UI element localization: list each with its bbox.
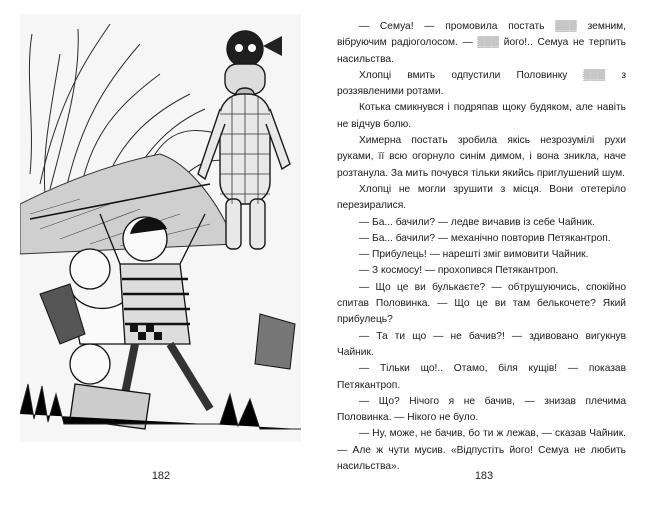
illustration-drawing xyxy=(20,14,301,442)
paragraph: — Ну, може, не бачив, бо ти ж лежав, — сказав Чайник. — Але ж чути мусив. «Відпустіть його! Семуа не любить насильства». xyxy=(337,428,626,473)
paragraph: — Що це ви булькаєте? — обтрушуючись, спокійно спитав Половинка. — Що це ви там белькочете? Який прибулець? xyxy=(337,281,626,326)
page-number: 182 xyxy=(151,470,171,482)
paragraph: Химерна постать зробила якісь незрозумілі рухи руками, її всю огорнуло синім димом, і вона зникла, наче розтанула. За мить почувся тільки якийсь приглушений шум. xyxy=(337,135,626,179)
paragraph: — Тільки що!.. Отамо, біля кущів! — показав Петякантроп. xyxy=(337,363,626,391)
page-number: 183 xyxy=(474,470,494,482)
text-column xyxy=(337,19,626,475)
paragraph: — Ба... бачили? — механічно повторив Петякантроп. xyxy=(359,232,611,244)
book-illustration xyxy=(20,14,301,442)
paragraph: Хлопці не могли зрушити з місця. Вони отетеріло перезиралися. xyxy=(337,183,626,212)
paragraph: — Прибулець! — нарешті зміг вимовити Чайник. xyxy=(359,249,589,261)
paragraph: — Ба... бачили? — ледве вичавив із себе Чайник. xyxy=(359,216,595,228)
paragraph: — Та ти що — не бачив?! — здивовано вигукнув Чайник. xyxy=(337,330,626,358)
paragraph: — Що? Нічого я не бачив, — знизав плечима Половинка. — Нікого не було. xyxy=(337,395,626,424)
paragraph: Хлопці вмить одпустили Половинку ▒▒▒ з роззявленими ротами. xyxy=(337,69,626,98)
paragraph: Котька смикнувся і подряпав щоку будяком, але навіть не відчув болю. xyxy=(337,102,626,130)
right-page xyxy=(323,0,646,508)
paragraph: — З космосу! — прохопився Петякантроп. xyxy=(359,265,559,277)
paragraph: — Семуа! — промовила постать ▒▒▒ земним, вібруючим радіоголосом. — ▒▒▒ його!.. Семуа не терпить насильства. xyxy=(337,21,626,65)
